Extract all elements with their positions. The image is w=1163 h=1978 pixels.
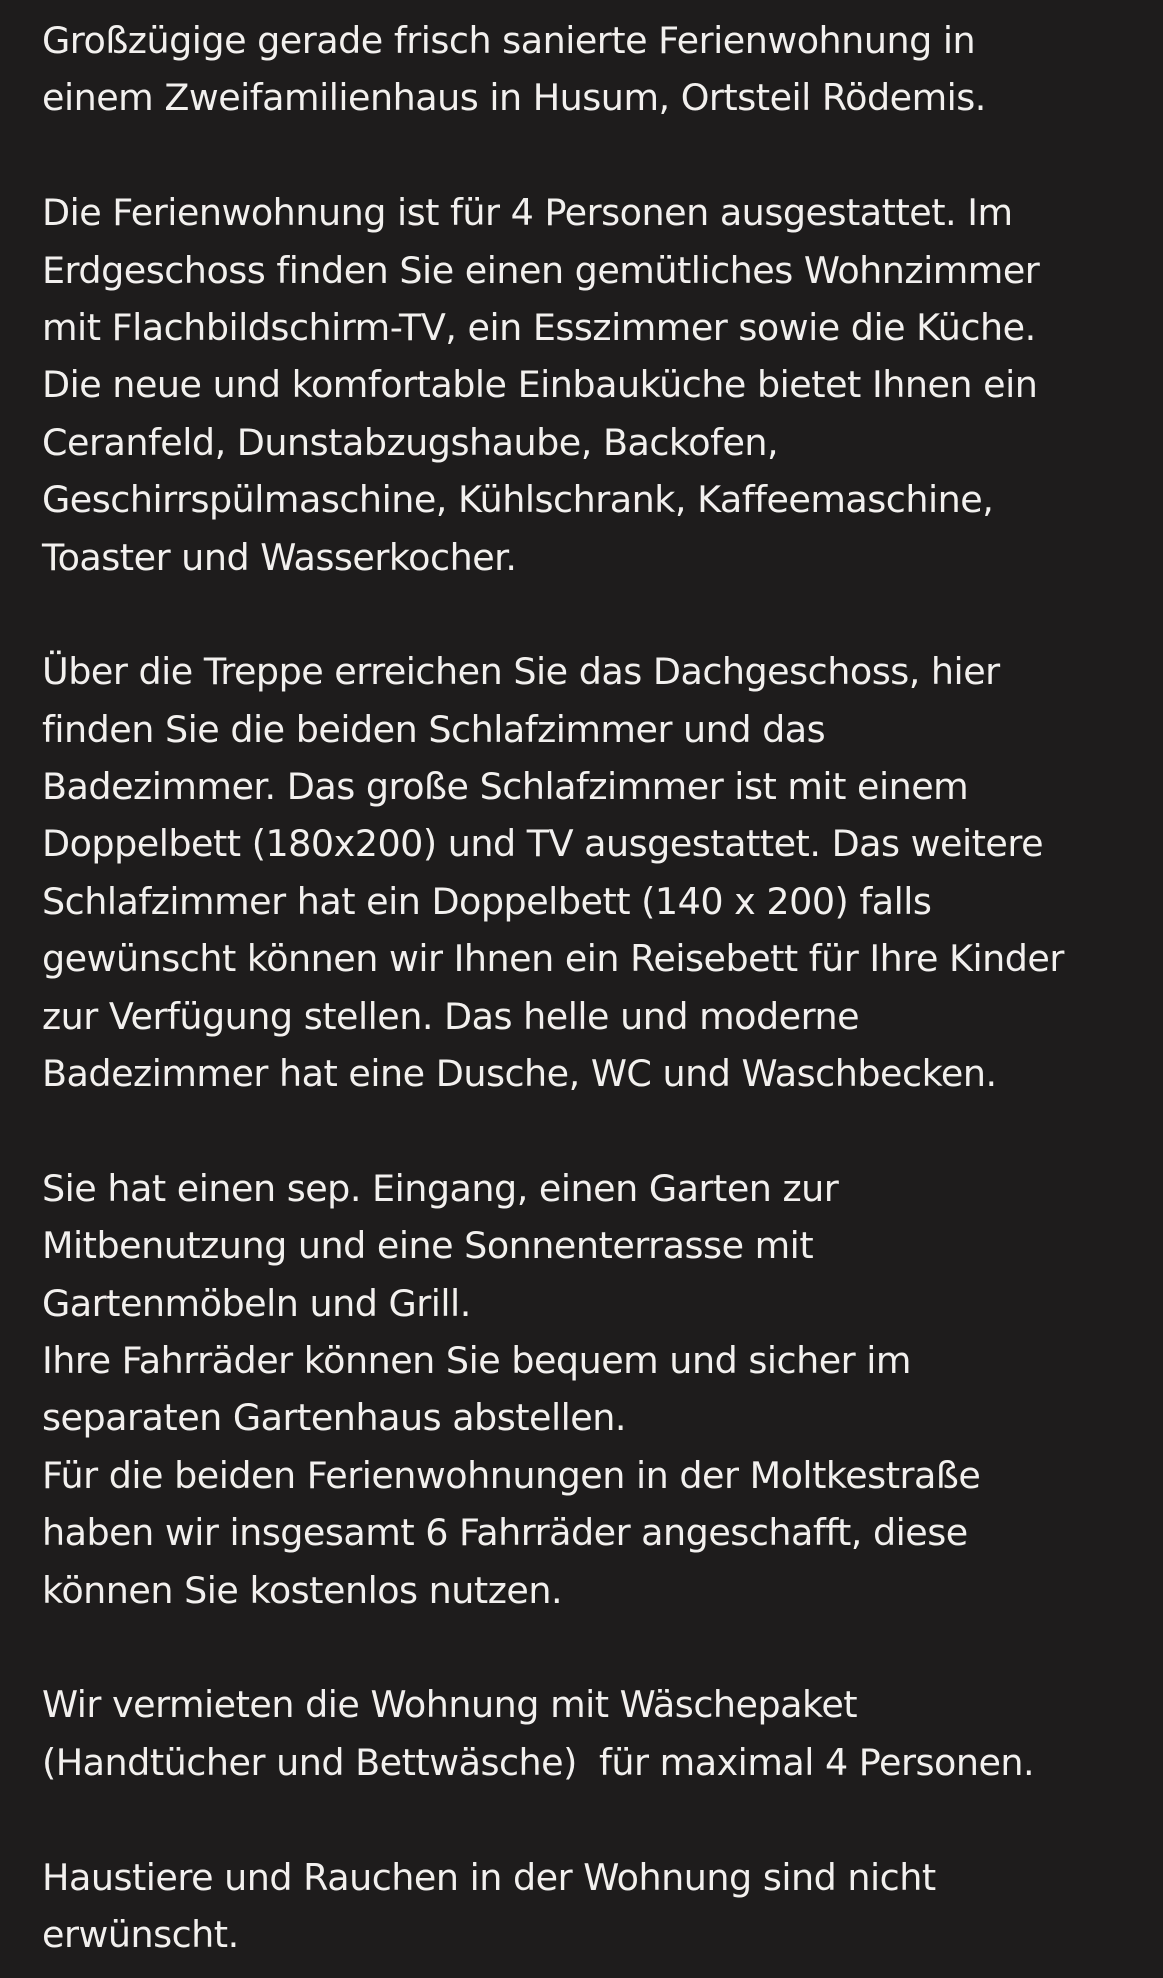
paragraph-outdoor bbox=[42, 1160, 1142, 1619]
text-line: zur Verfügung stellen. Das helle und moderne bbox=[42, 994, 860, 1038]
text-line: Wir vermieten die Wohnung mit Wäschepaket bbox=[42, 1683, 858, 1727]
text-line: Ceranfeld, Dunstabzugshaube, Backofen, bbox=[42, 420, 779, 464]
text-line: Schlafzimmer hat ein Doppelbett (140 x 200) falls bbox=[42, 879, 932, 923]
paragraph-linen bbox=[42, 1676, 1142, 1791]
paragraph-house-rules bbox=[42, 1849, 1142, 1964]
paragraph-spacer bbox=[42, 1619, 1142, 1676]
text-line: einem Zweifamilienhaus in Husum, Ortsteil Rödemis. bbox=[42, 76, 986, 120]
text-line: Die Ferienwohnung ist für 4 Personen ausgestattet. Im bbox=[42, 191, 1013, 235]
text-line: Doppelbett (180x200) und TV ausgestattet. Das weitere bbox=[42, 822, 1044, 866]
text-line: haben wir insgesamt 6 Fahrräder angeschafft, diese bbox=[42, 1511, 968, 1555]
text-line: separaten Gartenhaus abstellen. bbox=[42, 1396, 626, 1440]
text-line: Sie hat einen sep. Eingang, einen Garten zur bbox=[42, 1166, 839, 1210]
paragraph-upper-floor bbox=[42, 643, 1142, 1102]
paragraph-spacer bbox=[42, 1102, 1142, 1159]
text-line: Die neue und komfortable Einbauküche bietet Ihnen ein bbox=[42, 363, 1038, 407]
paragraph-intro bbox=[42, 12, 1142, 127]
text-line: Badezimmer. Das große Schlafzimmer ist mit einem bbox=[42, 765, 969, 809]
text-line: Badezimmer hat eine Dusche, WC und Waschbecken. bbox=[42, 1052, 997, 1096]
text-line: Geschirrspülmaschine, Kühlschrank, Kaffeemaschine, bbox=[42, 478, 994, 522]
text-line: Ihre Fahrräder können Sie bequem und sicher im bbox=[42, 1338, 911, 1382]
paragraph-spacer bbox=[42, 586, 1142, 643]
text-line: erwünscht. bbox=[42, 1912, 239, 1956]
text-line: Für die beiden Ferienwohnungen in der Moltkestraße bbox=[42, 1453, 981, 1497]
text-line: Gartenmöbeln und Grill. bbox=[42, 1281, 471, 1325]
text-line: Haustiere und Rauchen in der Wohnung sind nicht bbox=[42, 1855, 936, 1899]
paragraph-ground-floor bbox=[42, 184, 1142, 586]
text-line: können Sie kostenlos nutzen. bbox=[42, 1568, 563, 1612]
paragraph-spacer bbox=[42, 1791, 1142, 1848]
text-line: Über die Treppe erreichen Sie das Dachgeschoss, hier bbox=[42, 650, 1000, 694]
text-line: Mitbenutzung und eine Sonnenterrasse mit bbox=[42, 1224, 814, 1268]
text-line: Großzügige gerade frisch sanierte Ferienwohnung in bbox=[42, 19, 976, 62]
text-line: (Handtücher und Bettwäsche) für maximal 4 Personen. bbox=[42, 1740, 1035, 1784]
text-line: gewünscht können wir Ihnen ein Reisebett für Ihre Kinder bbox=[42, 937, 1064, 981]
text-line: Toaster und Wasserkocher. bbox=[42, 535, 517, 579]
text-line: Erdgeschoss finden Sie einen gemütliches Wohnzimmer bbox=[42, 248, 1040, 292]
paragraph-spacer bbox=[42, 127, 1142, 184]
text-line: mit Flachbildschirm-TV, ein Esszimmer sowie die Küche. bbox=[42, 305, 1036, 349]
text-line: finden Sie die beiden Schlafzimmer und das bbox=[42, 707, 826, 751]
listing-description bbox=[42, 12, 1142, 1963]
